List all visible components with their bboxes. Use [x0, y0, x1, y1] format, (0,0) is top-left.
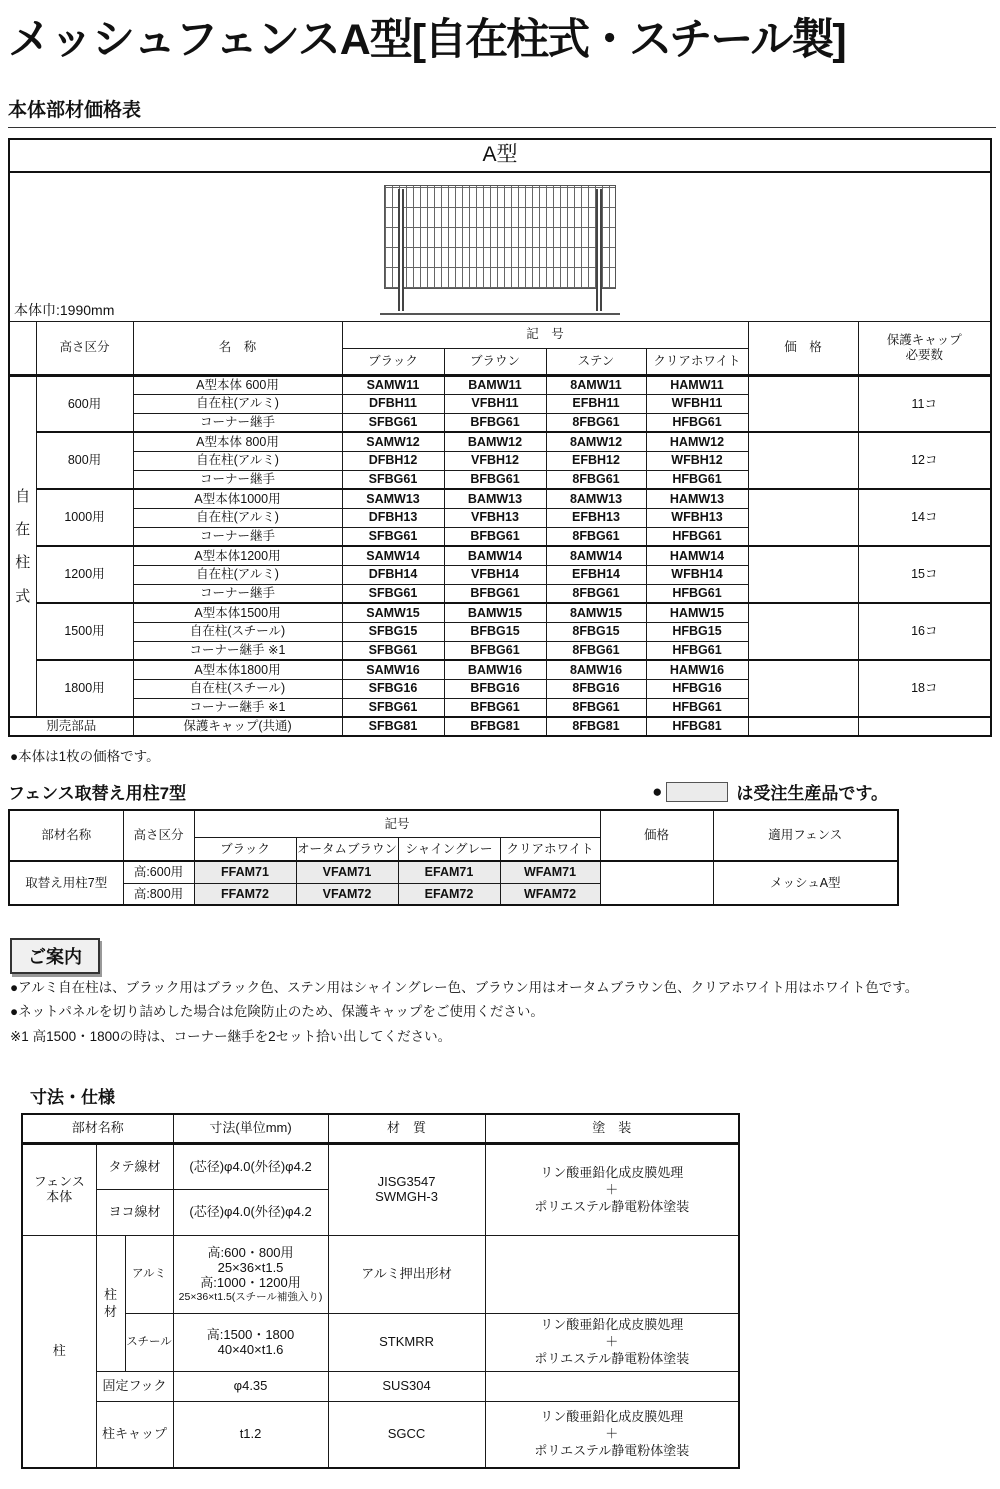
header-price: 価格	[600, 810, 713, 861]
header-material: 材 質	[328, 1114, 485, 1144]
height-cell: 高:600用	[123, 861, 194, 883]
table-row	[9, 861, 898, 883]
code-cell: 8FBG61	[546, 641, 646, 660]
name-cell: A型本体1000用	[133, 489, 342, 508]
guide-note: ●アルミ自在柱は、ブラック用はブラック色、ステン用はシャイングレー色、ブラウン用はオータムブラウン色、クリアホワイト用はホワイト色です。	[10, 980, 919, 995]
mesh-panel-graphic	[384, 185, 616, 289]
table-row	[22, 1402, 739, 1468]
part-cell: アルミ	[125, 1236, 173, 1314]
part-name-cell: 取替え用柱7型	[9, 861, 123, 905]
code-cell: VFBH13	[444, 508, 546, 527]
code-cell: DFBH12	[342, 451, 444, 470]
price-cell	[748, 546, 858, 603]
code-cell: EFAM72	[398, 883, 500, 905]
code-cell: VFBH11	[444, 394, 546, 413]
legend-text: は受注生産品です。	[736, 784, 888, 803]
name-cell: A型本体 800用	[133, 432, 342, 451]
material-cell: JISG3547 SWMGH-3	[328, 1144, 485, 1236]
code-cell: SAMW16	[342, 660, 444, 679]
code-cell: HFBG61	[646, 470, 748, 489]
name-cell: 自在柱(アルミ)	[133, 508, 342, 527]
table-row	[9, 603, 991, 622]
price-cell	[748, 717, 858, 736]
code-cell: 8FBG61	[546, 584, 646, 603]
dimension-cell: t1.2	[173, 1402, 328, 1468]
table-row	[9, 489, 991, 508]
code-cell: FFAM71	[194, 861, 296, 883]
header-dimensions: 寸法(単位mm)	[173, 1114, 328, 1144]
dimension-cell: 高:600・800用 25×36×t1.5 高:1000・1200用 25×36×t1.5(スチール補強入り)	[173, 1236, 328, 1314]
code-cell: HAMW12	[646, 432, 748, 451]
header-corner-cell	[9, 321, 36, 375]
code-cell: WFBH14	[646, 565, 748, 584]
coating-cell	[485, 1372, 739, 1402]
header-part-name: 部材名称	[9, 810, 123, 861]
code-cell: HFBG61	[646, 641, 748, 660]
replacement-heading-row	[8, 779, 990, 804]
header-color-sten: ステン	[546, 348, 646, 375]
header-height-class: 高さ区分	[36, 321, 133, 375]
applicable-fence-cell: メッシュA型	[713, 861, 898, 905]
header-price: 価 格	[748, 321, 858, 375]
code-cell: DFBH13	[342, 508, 444, 527]
code-cell: VFBH12	[444, 451, 546, 470]
table-row	[22, 1236, 739, 1314]
code-cell: SAMW15	[342, 603, 444, 622]
fence-image-cell	[9, 172, 991, 321]
header-color-black: ブラック	[194, 837, 296, 861]
code-cell: VFBH14	[444, 565, 546, 584]
guide-note: ●ネットパネルを切り詰めした場合は危険防止のため、保護キャップをご使用ください。	[10, 1004, 544, 1020]
header-color-black: ブラック	[342, 348, 444, 375]
code-cell: 8FBG61	[546, 527, 646, 546]
code-cell: HFBG15	[646, 622, 748, 641]
cap-count-cell	[858, 717, 991, 736]
code-cell: 8FBG61	[546, 470, 646, 489]
name-cell: 保護キャップ(共通)	[133, 717, 342, 736]
name-cell: コーナー継手	[133, 527, 342, 546]
replacement-heading: フェンス取替え用柱7型	[8, 784, 187, 803]
code-cell: HFBG81	[646, 717, 748, 736]
pillar-cell: 柱	[22, 1236, 96, 1468]
page-title: メッシュフェンスA型[自在柱式・スチール製]	[8, 16, 845, 64]
table1-note: ●本体は1枚の価格です。	[10, 749, 160, 764]
header-applicable-fence: 適用フェンス	[713, 810, 898, 861]
code-cell: BFBG81	[444, 717, 546, 736]
code-cell: SFBG61	[342, 470, 444, 489]
name-cell: A型本体1200用	[133, 546, 342, 565]
table-row	[9, 432, 991, 451]
code-cell: HAMW11	[646, 375, 748, 394]
code-cell: HAMW14	[646, 546, 748, 565]
header-color-clearwhite: クリアホワイト	[500, 837, 600, 861]
code-cell: WFBH11	[646, 394, 748, 413]
code-cell: HFBG61	[646, 413, 748, 432]
code-cell: BFBG61	[444, 470, 546, 489]
table-row	[9, 717, 991, 736]
coating-cell	[485, 1236, 739, 1314]
code-cell: EFBH14	[546, 565, 646, 584]
name-cell: 自在柱(アルミ)	[133, 565, 342, 584]
code-cell: SAMW12	[342, 432, 444, 451]
table-row	[9, 546, 991, 565]
code-cell: EFAM71	[398, 861, 500, 883]
name-cell: コーナー継手	[133, 470, 342, 489]
code-cell: SFBG16	[342, 679, 444, 698]
table-row	[9, 375, 991, 394]
name-cell: 自在柱(スチール)	[133, 679, 342, 698]
code-cell: SFBG15	[342, 622, 444, 641]
coating-cell: リン酸亜鉛化成皮膜処理 ＋ ポリエステル静電粉体塗装	[485, 1402, 739, 1468]
cap-count-cell: 11コ	[858, 375, 991, 432]
name-cell: A型本体 600用	[133, 375, 342, 394]
code-cell: BFBG61	[444, 413, 546, 432]
made-to-order-swatch	[666, 782, 728, 802]
code-cell: WFBH13	[646, 508, 748, 527]
name-cell: コーナー継手	[133, 413, 342, 432]
price-table-heading: 本体部材価格表	[8, 95, 996, 128]
code-cell: BAMW15	[444, 603, 546, 622]
code-cell: SFBG61	[342, 527, 444, 546]
code-cell: 8FBG61	[546, 698, 646, 717]
code-cell: 8FBG16	[546, 679, 646, 698]
code-cell: 8FBG81	[546, 717, 646, 736]
header-cap-count: 保護キャップ 必要数	[858, 321, 991, 375]
code-cell: SAMW13	[342, 489, 444, 508]
code-cell: EFBH11	[546, 394, 646, 413]
cap-count-cell: 15コ	[858, 546, 991, 603]
height-cell: 600用	[36, 375, 133, 432]
cap-count-cell: 18コ	[858, 660, 991, 717]
left-post-graphic	[398, 189, 404, 311]
panel-width-caption: 本体巾:1990mm	[14, 302, 115, 319]
table-row	[9, 660, 991, 679]
name-cell: コーナー継手	[133, 584, 342, 603]
name-cell: 自在柱(スチール)	[133, 622, 342, 641]
part-cell: スチール	[125, 1314, 173, 1372]
material-cell: アルミ押出形材	[328, 1236, 485, 1314]
code-cell: SFBG81	[342, 717, 444, 736]
part-cell: タテ線材	[96, 1144, 173, 1190]
guide-heading-box: ご案内	[10, 938, 100, 974]
right-post-graphic	[596, 189, 602, 311]
pillar-material-label: 柱 材	[96, 1236, 125, 1372]
code-cell: HFBG61	[646, 698, 748, 717]
code-cell: 8FBG61	[546, 413, 646, 432]
header-part-name: 部材名称	[22, 1114, 173, 1144]
code-cell: FFAM72	[194, 883, 296, 905]
spec-table	[21, 1113, 740, 1469]
replacement-post-table	[8, 809, 899, 906]
height-cell: 1800用	[36, 660, 133, 717]
code-cell: 8AMW15	[546, 603, 646, 622]
code-cell: BFBG16	[444, 679, 546, 698]
dimension-cell: φ4.35	[173, 1372, 328, 1402]
ground-line-graphic	[380, 313, 620, 315]
price-cell	[748, 660, 858, 717]
code-cell: WFAM71	[500, 861, 600, 883]
code-cell: BFBG61	[444, 584, 546, 603]
side-label-jizaichushiki: 自 在 柱 式	[9, 375, 36, 717]
code-cell: BAMW16	[444, 660, 546, 679]
code-cell: BAMW11	[444, 375, 546, 394]
code-cell: SFBG61	[342, 584, 444, 603]
height-cell: 800用	[36, 432, 133, 489]
header-name: 名 称	[133, 321, 342, 375]
coating-cell: リン酸亜鉛化成皮膜処理 ＋ ポリエステル静電粉体塗装	[485, 1144, 739, 1236]
code-cell: 8AMW13	[546, 489, 646, 508]
code-cell: BFBG15	[444, 622, 546, 641]
code-cell: HAMW15	[646, 603, 748, 622]
model-type-header: A型	[9, 139, 991, 172]
code-cell: VFAM72	[296, 883, 398, 905]
table-row	[22, 1144, 739, 1190]
code-cell: SFBG61	[342, 641, 444, 660]
header-code: 記号	[194, 810, 600, 837]
code-cell: BFBG61	[444, 698, 546, 717]
header-color-autumn-brown: オータムブラウン	[296, 837, 398, 861]
code-cell: DFBH11	[342, 394, 444, 413]
header-color-shine-gray: シャイングレー	[398, 837, 500, 861]
code-cell: DFBH14	[342, 565, 444, 584]
code-cell: HFBG16	[646, 679, 748, 698]
code-cell: BAMW14	[444, 546, 546, 565]
header-height-class: 高さ区分	[123, 810, 194, 861]
name-cell: A型本体1500用	[133, 603, 342, 622]
header-color-clearwhite: クリアホワイト	[646, 348, 748, 375]
name-cell: 自在柱(アルミ)	[133, 394, 342, 413]
code-cell: 8AMW11	[546, 375, 646, 394]
name-cell: コーナー継手 ※1	[133, 641, 342, 660]
header-code: 記 号	[342, 321, 748, 348]
code-cell: SAMW11	[342, 375, 444, 394]
height-cell: 高:800用	[123, 883, 194, 905]
code-cell: EFBH13	[546, 508, 646, 527]
price-cell	[748, 375, 858, 432]
part-cell: 固定フック	[96, 1372, 173, 1402]
height-cell: 1500用	[36, 603, 133, 660]
code-cell: 8AMW12	[546, 432, 646, 451]
code-cell: BFBG61	[444, 527, 546, 546]
spec-heading: 寸法・仕様	[30, 1087, 115, 1107]
dimension-cell: (芯径)φ4.0(外径)φ4.2	[173, 1190, 328, 1236]
code-cell: HAMW13	[646, 489, 748, 508]
code-cell: SAMW14	[342, 546, 444, 565]
code-cell: HFBG61	[646, 584, 748, 603]
main-price-table	[8, 138, 992, 737]
dimension-cell: (芯径)φ4.0(外径)φ4.2	[173, 1144, 328, 1190]
part-cell: ヨコ線材	[96, 1190, 173, 1236]
code-cell: 8FBG15	[546, 622, 646, 641]
code-cell: HFBG61	[646, 527, 748, 546]
header-coating: 塗 装	[485, 1114, 739, 1144]
code-cell: SFBG61	[342, 698, 444, 717]
code-cell: 8AMW16	[546, 660, 646, 679]
material-cell: SUS304	[328, 1372, 485, 1402]
height-cell: 1200用	[36, 546, 133, 603]
code-cell: HAMW16	[646, 660, 748, 679]
code-cell: SFBG61	[342, 413, 444, 432]
made-to-order-legend	[652, 779, 888, 804]
name-cell: コーナー継手 ※1	[133, 698, 342, 717]
table-row	[22, 1372, 739, 1402]
code-cell: EFBH12	[546, 451, 646, 470]
code-cell: BAMW13	[444, 489, 546, 508]
code-cell: WFAM72	[500, 883, 600, 905]
fence-illustration	[380, 183, 620, 317]
material-cell: STKMRR	[328, 1314, 485, 1372]
name-cell: A型本体1800用	[133, 660, 342, 679]
name-cell: 自在柱(アルミ)	[133, 451, 342, 470]
guide-note: ※1 高1500・1800の時は、コーナー継手を2セット拾い出してください。	[10, 1028, 452, 1044]
material-cell: SGCC	[328, 1402, 485, 1468]
price-cell	[748, 489, 858, 546]
cap-count-cell: 16コ	[858, 603, 991, 660]
code-cell: BFBG61	[444, 641, 546, 660]
page-title-bracket: [自在柱式・スチール製]	[411, 16, 845, 64]
price-cell	[748, 603, 858, 660]
dimension-cell: 高:1500・1800 40×40×t1.6	[173, 1314, 328, 1372]
code-cell: VFAM71	[296, 861, 398, 883]
cap-count-cell: 14コ	[858, 489, 991, 546]
coating-cell: リン酸亜鉛化成皮膜処理 ＋ ポリエステル静電粉体塗装	[485, 1314, 739, 1372]
price-cell	[600, 861, 713, 905]
legend-bullet: ●	[652, 781, 663, 801]
code-cell: 8AMW14	[546, 546, 646, 565]
cap-count-cell: 12コ	[858, 432, 991, 489]
fence-body-cell: フェンス 本体	[22, 1144, 96, 1236]
height-cell: 1000用	[36, 489, 133, 546]
separate-parts-label: 別売部品	[9, 717, 133, 736]
code-cell: BAMW12	[444, 432, 546, 451]
part-cell: 柱キャップ	[96, 1402, 173, 1468]
header-color-brown: ブラウン	[444, 348, 546, 375]
table-row	[22, 1314, 739, 1372]
price-cell	[748, 432, 858, 489]
code-cell: WFBH12	[646, 451, 748, 470]
